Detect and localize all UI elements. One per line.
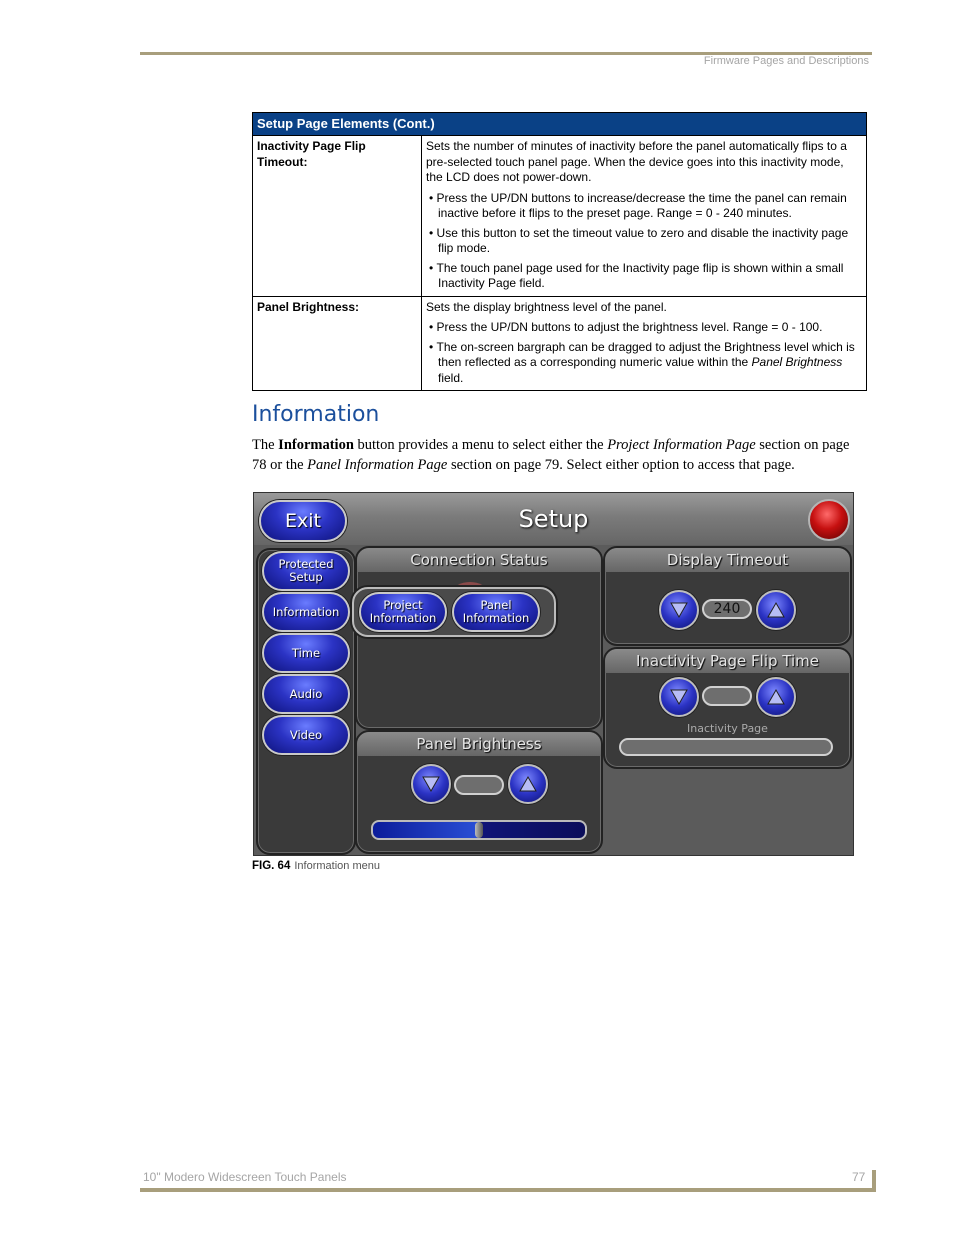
bullet-item: • The touch panel page used for the Inactivity page flip is shown within a small Inactivity Page field.	[429, 260, 844, 290]
figure-label: FIG. 64	[252, 860, 291, 872]
arrow-down-icon	[669, 687, 689, 707]
timeout-value-field: 240	[702, 599, 752, 619]
setup-sidebar	[256, 548, 356, 855]
inactivity-value-field	[702, 686, 752, 706]
arrow-up-icon	[766, 600, 786, 620]
status-light-button[interactable]	[808, 499, 850, 541]
bullet-item: • Press the UP/DN buttons to increase/decrease the time the panel can remain inactive before it flips to the preset page. Range = 0 - 240 minutes.	[429, 190, 847, 220]
arrow-up-icon	[766, 687, 786, 707]
brightness-slider-handle[interactable]	[475, 822, 483, 838]
display-timeout-panel	[603, 546, 852, 646]
connection-status-title: Connection Status	[357, 548, 601, 572]
audio-button[interactable]: Audio	[262, 674, 350, 714]
body-paragraph: The Information button provides a menu to select either the Project Information Page section on page 78 or the Panel Information Page section on page 79. Select either option to access that page.	[252, 437, 850, 473]
row-label: Inactivity Page Flip Timeout:	[253, 136, 422, 297]
display-timeout-title: Display Timeout	[605, 548, 850, 572]
inactivity-page-field[interactable]	[619, 738, 833, 756]
project-information-button[interactable]: Project Information	[359, 592, 447, 632]
exit-button[interactable]: Exit	[259, 500, 347, 542]
inactivity-title: Inactivity Page Flip Time	[605, 649, 850, 673]
table-row	[253, 136, 867, 297]
information-popup	[352, 587, 556, 637]
setup-screen-figure	[253, 492, 854, 856]
footer-title: 10" Modero Widescreen Touch Panels	[143, 1170, 347, 1184]
row-label: Panel Brightness:	[253, 296, 422, 391]
arrow-down-icon	[421, 774, 441, 794]
figure-caption-text: Information menu	[294, 860, 380, 872]
panel-information-button[interactable]: Panel Information	[452, 592, 540, 632]
bullet-item: • Use this button to set the timeout value to zero and disable the inactivity page flip mode.	[429, 225, 849, 255]
brightness-down-button[interactable]	[411, 764, 451, 804]
setup-title: Setup	[518, 505, 589, 533]
timeout-down-button[interactable]	[659, 590, 699, 630]
setup-elements-table	[252, 112, 867, 391]
brightness-title: Panel Brightness	[357, 732, 601, 756]
table-row	[253, 296, 867, 391]
bullet-item: • Press the UP/DN buttons to adjust the brightness level. Range = 0 - 100.	[429, 320, 823, 334]
running-header: Firmware Pages and Descriptions	[703, 55, 869, 67]
table-title: Setup Page Elements (Cont.)	[253, 113, 867, 136]
footer-rule-corner	[872, 1170, 876, 1192]
row-description	[422, 296, 867, 391]
panel-brightness-panel	[355, 730, 603, 854]
inactivity-flip-panel	[603, 647, 852, 769]
brightness-value-field	[454, 775, 504, 795]
brightness-bargraph[interactable]	[371, 820, 587, 840]
arrow-up-icon	[518, 774, 538, 794]
connection-status-panel	[355, 546, 603, 730]
brightness-up-button[interactable]	[508, 764, 548, 804]
inactivity-page-label: Inactivity Page	[687, 722, 768, 735]
timeout-up-button[interactable]	[756, 590, 796, 630]
footer-rule	[140, 1188, 876, 1192]
row-intro: Sets the number of minutes of inactivity before the panel automatically flips to a pre-selected touch panel page. When the device goes into this inactivity mode, the LCD does not power-down.	[426, 139, 847, 184]
inactivity-up-button[interactable]	[756, 677, 796, 717]
figure-caption	[252, 860, 380, 872]
row-description	[422, 136, 867, 297]
time-button[interactable]: Time	[262, 633, 350, 673]
page-number: 77	[852, 1170, 866, 1184]
arrow-down-icon	[669, 600, 689, 620]
section-title: Information	[252, 402, 380, 427]
video-button[interactable]: Video	[262, 715, 350, 755]
protected-setup-button[interactable]: Protected Setup	[262, 551, 350, 591]
information-button[interactable]: Information	[262, 592, 350, 632]
bullet-item: • The on-screen bargraph can be dragged to adjust the Brightness level which is then reflected as a corresponding numeric value within the Panel Brightness field.	[429, 339, 855, 385]
row-intro: Sets the display brightness level of the panel.	[426, 299, 667, 314]
inactivity-down-button[interactable]	[659, 677, 699, 717]
